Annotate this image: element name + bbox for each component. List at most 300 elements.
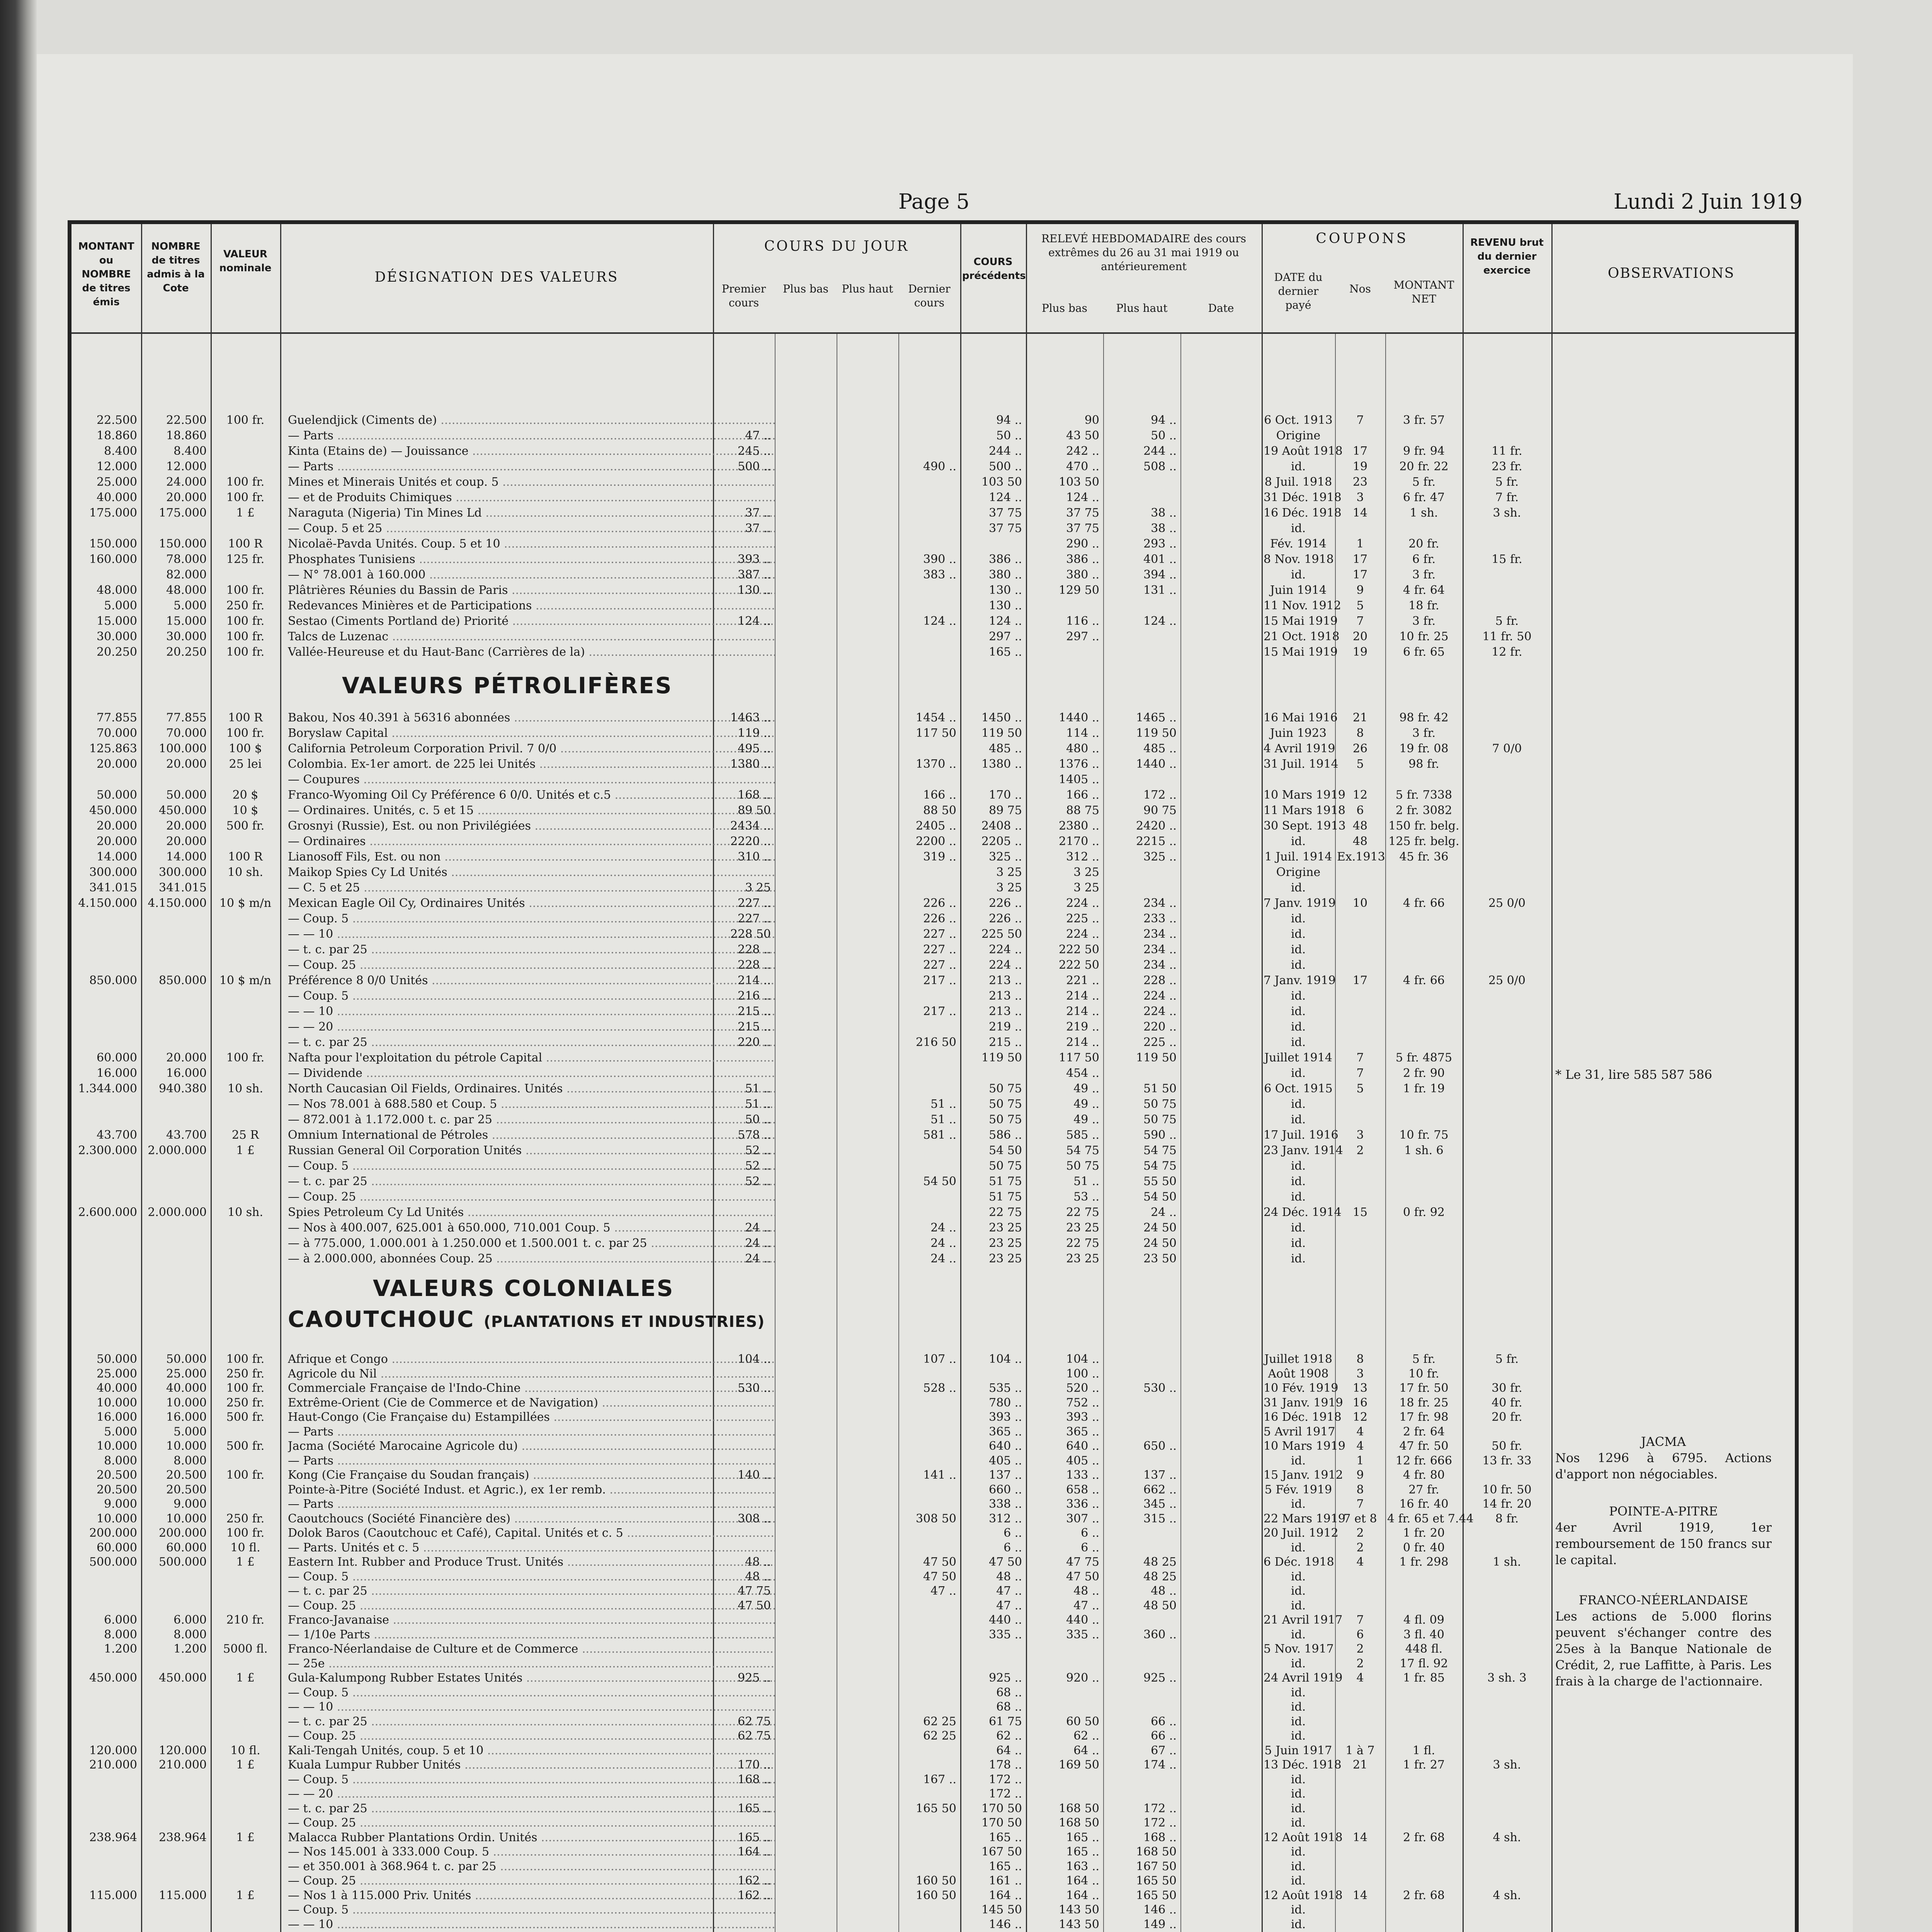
cell-prec: 213 ..	[989, 974, 1022, 987]
cell-mn: 5 fr.	[1412, 1352, 1436, 1366]
header-precedents: COURS précédents	[962, 256, 1026, 282]
cell-rb: 143 50	[1059, 1917, 1099, 1931]
cell-rb: 2380 ..	[1059, 819, 1099, 833]
cell-n: 20.000	[166, 835, 207, 848]
cell-prec: 226 ..	[989, 896, 1022, 910]
header-plus-haut: Plus haut	[842, 282, 893, 295]
cell-name: Jacma (Société Marocaine Agricole du) .....	[288, 1439, 775, 1453]
cell-rb: 214 ..	[1066, 1036, 1099, 1049]
cell-name: — — 10 .....	[288, 1700, 775, 1714]
cell-mn: 10 fr.	[1408, 1367, 1439, 1381]
cell-der: 24 ..	[930, 1221, 956, 1235]
cell-v: 25 R	[231, 1128, 259, 1142]
cell-mn: 47 fr. 50	[1399, 1439, 1449, 1453]
cell-n: 22.500	[166, 413, 207, 427]
cell-name: — Coup. 5 .....	[288, 1773, 775, 1786]
table-row	[71, 835, 1795, 850]
cell-name: — Coup. 5 .....	[288, 1903, 775, 1917]
cell-cd: id.	[1291, 1541, 1306, 1554]
cell-name: — Parts .....	[288, 460, 775, 473]
cell-rev: 20 fr.	[1492, 1410, 1522, 1424]
cell-pc: 162 ..	[738, 1874, 771, 1888]
cell-no: 7	[1356, 614, 1364, 628]
cell-prec: 137 ..	[989, 1468, 1022, 1482]
cell-der: 62 25	[923, 1729, 956, 1743]
cell-prec: 178 ..	[989, 1758, 1022, 1772]
cell-pc: 165 ..	[738, 1801, 771, 1815]
table-row	[71, 1657, 1795, 1672]
cell-mn: 17 fl. 92	[1400, 1656, 1448, 1670]
cell-der: 54 50	[923, 1175, 956, 1188]
cell-prec: 1380 ..	[981, 757, 1022, 771]
cell-rb: 520 ..	[1066, 1381, 1099, 1395]
cell-n: 238.964	[158, 1830, 207, 1844]
cell-m: 25.000	[97, 475, 137, 489]
cell-rh: 360 ..	[1143, 1628, 1177, 1641]
cell-rh: 38 ..	[1151, 506, 1177, 520]
cell-der: 2405 ..	[916, 819, 956, 833]
cell-rh: 530 ..	[1143, 1381, 1177, 1395]
table-row	[71, 568, 1795, 583]
cell-m: 8.000	[104, 1628, 137, 1641]
cell-mn: 2 fr. 64	[1403, 1425, 1445, 1439]
cell-cd: id.	[1291, 958, 1306, 972]
cell-name: Nafta pour l'exploitation du pétrole Capital .....	[288, 1051, 775, 1065]
table-row	[71, 850, 1795, 866]
cell-pc: 48 ..	[745, 1570, 771, 1583]
cell-prec: 172 ..	[989, 1787, 1022, 1801]
cell-rev: 5 fr.	[1495, 1352, 1519, 1366]
cell-der: 24 ..	[930, 1236, 956, 1250]
cell-rh: 224 ..	[1143, 1005, 1177, 1018]
cell-rh: 119 50	[1136, 1051, 1177, 1065]
cell-rb: 6 ..	[1081, 1526, 1099, 1540]
cell-prec: 23 25	[989, 1252, 1022, 1265]
cell-pc: 310 ..	[738, 850, 771, 864]
cell-rb: 50 75	[1066, 1159, 1099, 1173]
cell-v: 100 fr.	[226, 1381, 265, 1395]
cell-pc: 164 ..	[738, 1845, 771, 1859]
cell-m: 210.000	[89, 1758, 137, 1772]
cell-rb: 129 50	[1059, 583, 1099, 597]
cell-rb: 88 75	[1066, 804, 1099, 817]
cell-prec: 500 ..	[989, 460, 1022, 473]
cell-no: 16	[1352, 1396, 1368, 1410]
table-row	[71, 1831, 1795, 1846]
cell-v: 1 £	[236, 1144, 255, 1157]
cell-m: 20.500	[97, 1483, 137, 1497]
table-row	[71, 1729, 1795, 1745]
cell-m: 9.000	[104, 1497, 137, 1511]
cell-n: 500.000	[158, 1555, 207, 1569]
cell-pc: 530 ..	[738, 1381, 771, 1395]
cell-name: — Coup. 25 .....	[288, 1729, 775, 1743]
cell-rh: 1465 ..	[1136, 711, 1177, 724]
cell-no: 17	[1352, 444, 1368, 458]
cell-mn: 4 fl. 09	[1403, 1613, 1444, 1627]
cell-mn: 98 fr.	[1408, 757, 1439, 771]
cell-name: Naraguta (Nigeria) Tin Mines Ld .....	[288, 506, 775, 520]
cell-der: 47 ..	[930, 1584, 956, 1598]
cell-no: 4	[1356, 1555, 1364, 1569]
cell-prec: 104 ..	[989, 1352, 1022, 1366]
cell-cd: 5 Avril 1917	[1264, 1425, 1335, 1439]
table-row	[71, 1918, 1795, 1932]
cell-pc: 214 ..	[738, 974, 771, 987]
cell-cd: Juillet 1918	[1264, 1352, 1332, 1366]
table-row	[71, 1497, 1795, 1513]
table-row	[71, 989, 1795, 1005]
cell-prec: 405 ..	[989, 1454, 1022, 1468]
cell-der: 227 ..	[923, 958, 956, 972]
cell-cd: 21 Avril 1917	[1264, 1613, 1343, 1627]
cell-prec: 61 75	[989, 1714, 1022, 1728]
cell-prec: 535 ..	[989, 1381, 1022, 1395]
cell-rb: 165 ..	[1066, 1845, 1099, 1859]
cell-rb: 585 ..	[1066, 1128, 1099, 1142]
cell-prec: 68 ..	[996, 1685, 1022, 1699]
cell-cd: 7 Janv. 1919	[1264, 974, 1336, 987]
cell-name: — Parts .....	[288, 1454, 775, 1468]
cell-der: 227 ..	[923, 927, 956, 941]
cell-cd: id.	[1291, 1097, 1306, 1111]
cell-m: 18.860	[97, 429, 137, 442]
cell-name: Préférence 8 0/0 Unités .....	[288, 974, 775, 987]
cell-name: Eastern Int. Rubber and Produce Trust. Unités .....	[288, 1555, 775, 1569]
cell-rh: 174 ..	[1143, 1758, 1177, 1772]
cell-rev: 3 sh. 3	[1487, 1671, 1527, 1685]
cell-rh: 48 50	[1143, 1599, 1177, 1612]
cell-pc: 47 50	[738, 1599, 771, 1612]
cell-no: 7	[1356, 1497, 1364, 1511]
cell-mn: 98 fr. 42	[1399, 711, 1449, 724]
cell-rb: 116 ..	[1066, 614, 1099, 628]
cell-m: 15.000	[97, 614, 137, 628]
cell-name: Colombia. Ex-1er amort. de 225 lei Unités .....	[288, 757, 775, 771]
cell-cd: 6 Oct. 1915	[1264, 1082, 1333, 1095]
cell-rev: 40 fr.	[1492, 1396, 1522, 1410]
table-row	[71, 1700, 1795, 1716]
table-row	[71, 1773, 1795, 1788]
cell-der: 1370 ..	[916, 757, 956, 771]
cell-rh: 234 ..	[1143, 896, 1177, 910]
cell-cd: id.	[1291, 1454, 1306, 1468]
cell-der: 62 25	[923, 1714, 956, 1728]
cell-prec: 2205 ..	[981, 835, 1022, 848]
table-row	[71, 742, 1795, 757]
cell-prec: 103 50	[981, 475, 1022, 489]
cell-no: 5	[1356, 757, 1364, 771]
cell-cd: id.	[1291, 1656, 1306, 1670]
caoutchouc-title: CAOUTCHOUC	[288, 1306, 475, 1332]
table-row	[71, 1128, 1795, 1144]
cell-name: — N° 78.001 à 160.000 .....	[288, 568, 775, 582]
cell-name: Phosphates Tunisiens .....	[288, 553, 775, 566]
cell-prec: 3 25	[996, 866, 1022, 879]
cell-no: 48	[1352, 835, 1368, 848]
table-row	[71, 1613, 1795, 1629]
cell-mn: 6 fr.	[1412, 553, 1436, 566]
cell-name: Haut-Congo (Cie Française du) Estampillées .....	[288, 1410, 775, 1424]
cell-rb: 103 50	[1059, 475, 1099, 489]
cell-rb: 166 ..	[1066, 788, 1099, 802]
cell-n: 450.000	[158, 1671, 207, 1685]
cell-cd: id.	[1291, 1685, 1306, 1699]
cell-cd: id.	[1291, 1714, 1306, 1728]
cell-der: 51 ..	[930, 1113, 956, 1126]
cell-m: 5.000	[104, 1425, 137, 1439]
cell-der: 227 ..	[923, 943, 956, 956]
cell-name: — Coup. 25 .....	[288, 958, 775, 972]
cell-prec: 224 ..	[989, 958, 1022, 972]
table-row	[71, 1599, 1795, 1614]
cell-cd: id.	[1291, 943, 1306, 956]
cell-name: — Coup. 5 et 25 .....	[288, 522, 775, 535]
table-row	[71, 1744, 1795, 1759]
cell-prec: 485 ..	[989, 742, 1022, 755]
table-row	[71, 1816, 1795, 1832]
cell-prec: 165 ..	[989, 645, 1022, 659]
cell-mn: 0 fr. 92	[1403, 1206, 1445, 1219]
cell-no: 8	[1356, 1352, 1364, 1366]
cell-pc: 495 ..	[738, 742, 771, 755]
cell-cd: 4 Avril 1919	[1264, 742, 1335, 755]
cell-cd: id.	[1291, 1729, 1306, 1743]
cell-mn: 4 fr. 66	[1403, 974, 1445, 987]
cell-cd: id.	[1291, 912, 1306, 925]
cell-rev: 12 fr.	[1492, 645, 1522, 659]
table-row	[71, 475, 1795, 491]
cell-cd: id.	[1291, 1599, 1306, 1612]
cell-rb: 90	[1084, 413, 1099, 427]
cell-der: 47 50	[923, 1570, 956, 1583]
caoutchouc-subtitle: (PLANTATIONS ET INDUSTRIES)	[483, 1313, 765, 1331]
cell-pc: 245 ..	[738, 444, 771, 458]
table-row	[71, 522, 1795, 537]
cell-rh: 67 ..	[1151, 1743, 1177, 1757]
cell-rb: 37 75	[1066, 506, 1099, 520]
cell-prec: 6 ..	[1003, 1526, 1022, 1540]
section-title-coloniales: VALEURS COLONIALES	[373, 1275, 674, 1301]
cell-n: 16.000	[166, 1410, 207, 1424]
cell-rh: 401 ..	[1143, 553, 1177, 566]
cell-no: 7 et 8	[1343, 1512, 1377, 1526]
cell-prec: 23 25	[989, 1221, 1022, 1235]
cell-no: 6	[1356, 1628, 1364, 1641]
cell-name: — — 10 .....	[288, 1918, 775, 1931]
cell-rb: 658 ..	[1066, 1483, 1099, 1497]
header-designation: DÉSIGNATION DES VALEURS	[374, 269, 619, 285]
cell-mn: 125 fr. belg.	[1388, 835, 1459, 848]
table-row	[71, 1541, 1795, 1556]
cell-prec: 297 ..	[989, 630, 1022, 643]
cell-no: Ex.1913	[1337, 850, 1385, 864]
cell-m: 12.000	[97, 460, 137, 473]
cell-pc: 37 ..	[745, 506, 771, 520]
table-row	[71, 788, 1795, 804]
cell-v: 1 £	[236, 1758, 255, 1772]
cell-n: 9.000	[173, 1497, 207, 1511]
cell-rh: 54 50	[1143, 1190, 1177, 1204]
cell-pc: 48 ..	[745, 1555, 771, 1569]
cell-m: 43.700	[97, 1128, 137, 1142]
table-row	[71, 1051, 1795, 1066]
cell-no: 15	[1352, 1206, 1368, 1219]
cell-pc: 52 ..	[745, 1159, 771, 1173]
pap-title: POINTE-A-PITRE	[1609, 1504, 1718, 1519]
cell-cd: 6 Déc. 1918	[1264, 1555, 1334, 1569]
cell-m: 40.000	[97, 491, 137, 504]
cell-n: 12.000	[166, 460, 207, 473]
cell-mn: 3 fl. 40	[1403, 1628, 1444, 1641]
cell-n: 120.000	[158, 1743, 207, 1757]
cell-rh: 662 ..	[1143, 1483, 1177, 1497]
cell-rh: 1440 ..	[1136, 757, 1177, 771]
cell-rh: 345 ..	[1143, 1497, 1177, 1511]
cell-m: 14.000	[97, 850, 137, 864]
cell-mn: 12 fr. 666	[1395, 1454, 1452, 1468]
cell-rh: 66 ..	[1151, 1729, 1177, 1743]
cell-rev: 23 fr.	[1492, 460, 1522, 473]
cell-no: 6	[1356, 804, 1364, 817]
cell-rb: 143 50	[1059, 1903, 1099, 1917]
cell-rb: 133 ..	[1066, 1468, 1099, 1482]
table-row	[71, 1483, 1795, 1498]
cell-rh: 394 ..	[1143, 568, 1177, 582]
cell-rh: 146 ..	[1143, 1903, 1177, 1917]
cell-name: Kali-Tengah Unités, coup. 5 et 10 .....	[288, 1744, 775, 1757]
cell-name: Caoutchoucs (Société Financière des) .....	[288, 1512, 775, 1526]
cell-rev: 15 fr.	[1492, 553, 1522, 566]
cell-m: 450.000	[89, 804, 137, 817]
cell-rh: 24 50	[1143, 1236, 1177, 1250]
cell-rh: 172 ..	[1143, 1816, 1177, 1830]
cell-v: 100 fr.	[226, 726, 265, 740]
cell-no: 26	[1352, 742, 1368, 755]
cell-prec: 165 ..	[989, 1830, 1022, 1844]
cell-rh: 234 ..	[1143, 943, 1177, 956]
table-row	[71, 773, 1795, 788]
cell-mn: 10 fr. 75	[1399, 1128, 1449, 1142]
cell-pc: 578 ..	[738, 1128, 771, 1142]
cell-prec: 386 ..	[989, 553, 1022, 566]
cell-cd: 1 Juil. 1914	[1264, 850, 1332, 864]
cell-prec: 47 ..	[996, 1584, 1022, 1598]
cell-name: — t. c. par 25 .....	[288, 943, 775, 956]
cell-no: 48	[1352, 819, 1368, 833]
cell-cd: 10 Mars 1919	[1264, 1439, 1345, 1453]
cell-mn: 18 fr. 25	[1399, 1396, 1449, 1410]
cell-name: Nicolaë-Pavda Unités. Coup. 5 et 10 .....	[288, 537, 775, 551]
cell-no: 3	[1356, 491, 1364, 504]
cell-rh: 48 25	[1143, 1570, 1177, 1583]
cell-n: 78.000	[166, 553, 207, 566]
book-spine	[0, 0, 37, 1932]
cell-rh: 2215 ..	[1136, 835, 1177, 848]
cell-rb: 165 ..	[1066, 1830, 1099, 1844]
cell-der: 24 ..	[930, 1252, 956, 1265]
cell-mn: 2 fr. 68	[1403, 1888, 1445, 1902]
cell-rb: 224 ..	[1066, 896, 1099, 910]
cell-n: 20.000	[166, 757, 207, 771]
cell-m: 20.000	[97, 819, 137, 833]
cell-name: — Ordinaires. Unités, c. 5 et 15 .....	[288, 804, 775, 817]
cell-v: 250 fr.	[226, 1396, 265, 1410]
table-row	[71, 1671, 1795, 1687]
cell-rb: 214 ..	[1066, 1005, 1099, 1018]
cell-pc: 52 ..	[745, 1144, 771, 1157]
table-row	[71, 460, 1795, 475]
cell-rev: 11 fr. 50	[1482, 630, 1532, 643]
cell-name: — t. c. par 25 .....	[288, 1584, 775, 1598]
cell-name: Pointe-à-Pitre (Société Indust. et Agric.), ex 1er remb. .....	[288, 1483, 775, 1497]
cell-name: — à 775.000, 1.000.001 à 1.250.000 et 1.500.001 t. c. par 25 .....	[288, 1236, 775, 1250]
cell-pc: 925 ..	[738, 1671, 771, 1685]
cell-prec: 124 ..	[989, 614, 1022, 628]
cell-name: — Coup. 25 .....	[288, 1190, 775, 1204]
cell-cd: 24 Déc. 1914	[1264, 1206, 1342, 1219]
cell-cd: 20 Juil. 1912	[1264, 1526, 1338, 1540]
cell-rb: 124 ..	[1066, 491, 1099, 504]
cell-mn: 4 fr. 80	[1403, 1468, 1445, 1482]
cell-prec: 145 50	[981, 1903, 1022, 1917]
cell-v: 100 fr.	[226, 413, 265, 427]
table-row	[71, 1642, 1795, 1658]
cell-m: 70.000	[97, 726, 137, 740]
cell-rb: 440 ..	[1066, 1613, 1099, 1627]
observation-franco-neerlandaise	[1555, 1592, 1772, 1689]
cell-name: Commerciale Française de l'Indo-Chine .....	[288, 1381, 775, 1395]
cell-prec: 365 ..	[989, 1425, 1022, 1439]
cell-n: 6.000	[173, 1613, 207, 1627]
cell-cd: 12 Août 1918	[1264, 1888, 1343, 1902]
cell-cd: id.	[1291, 1816, 1306, 1830]
page-number: Page 5	[898, 189, 970, 214]
cell-name: Bakou, Nos 40.391 à 56316 abonnées .....	[288, 711, 775, 724]
cell-rev: 7 fr.	[1495, 491, 1519, 504]
cell-rh: 650 ..	[1143, 1439, 1177, 1453]
cell-mn: 0 fr. 40	[1403, 1541, 1445, 1554]
table-row	[71, 1787, 1795, 1803]
cell-m: 160.000	[89, 553, 137, 566]
cell-cd: 15 Janv. 1912	[1264, 1468, 1343, 1482]
table-row	[71, 1860, 1795, 1875]
cell-rb: 214 ..	[1066, 989, 1099, 1003]
cell-cd: id.	[1291, 1497, 1306, 1511]
cell-mn: 1 fr. 19	[1403, 1082, 1445, 1095]
cell-name: Kinta (Etains de) — Jouissance .....	[288, 444, 775, 458]
cell-prec: 37 75	[989, 522, 1022, 535]
cell-rh: 24 ..	[1151, 1206, 1177, 1219]
cell-rb: 168 50	[1059, 1816, 1099, 1830]
cell-rb: 60 50	[1066, 1714, 1099, 1728]
issue-date: Lundi 2 Juin 1919	[1613, 189, 1803, 214]
cell-mn: 27 fr.	[1408, 1483, 1439, 1497]
cell-v: 250 fr.	[226, 1367, 265, 1381]
cell-name: — Nos 145.001 à 333.000 Coup. 5 .....	[288, 1845, 775, 1859]
cell-no: 8	[1356, 1483, 1364, 1497]
cell-cd: id.	[1291, 1787, 1306, 1801]
table-row	[71, 1555, 1795, 1571]
section-title-caoutchouc	[288, 1306, 765, 1332]
cell-pc: 2220 ..	[730, 835, 771, 848]
cell-prec: 170 50	[981, 1801, 1022, 1815]
cell-name: — Nos 1 à 115.000 Priv. Unités .....	[288, 1889, 775, 1902]
table-row	[71, 506, 1795, 522]
cell-no: 12	[1352, 1410, 1368, 1424]
cell-prec: 51 75	[989, 1175, 1022, 1188]
cell-der: 124 ..	[923, 614, 956, 628]
